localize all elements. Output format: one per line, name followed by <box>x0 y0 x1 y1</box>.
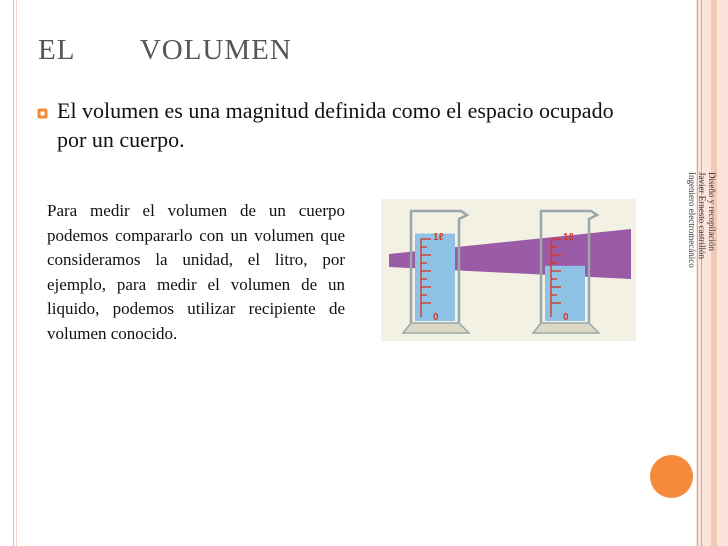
credits-line-3: Ingeniero electromecánico <box>687 172 697 268</box>
slide-title: EL VOLUMEN <box>38 34 292 66</box>
credits-line-1: Diseño y recopilación <box>707 172 717 251</box>
left-beaker-top-label: 1ℓ <box>433 232 444 243</box>
bullet-text: El volumen es una magnitud definida como el espacio ocupado por un cuerpo. <box>57 98 614 152</box>
left-beaker-bottom-label: 0 <box>433 312 439 323</box>
body-paragraph: Para medir el volumen de un cuerpo podemos compararlo con un volumen que consideramos la unidad, el litro, por ejemplo, para medir el volumen de un liquido, podemos utilizar recipiente de volumen conocido. <box>47 201 345 343</box>
left-border-rule <box>13 0 14 546</box>
right-beaker-top-label: 1ℓ <box>563 232 574 243</box>
right-beaker-bottom-label: 0 <box>563 312 569 323</box>
bullet-icon <box>36 107 49 120</box>
beakers-illustration <box>381 199 636 341</box>
credits-text <box>687 172 717 332</box>
credits-line-2: Javier Ernesto castrillón <box>697 172 707 259</box>
left-border-rule-inner <box>16 0 17 546</box>
decorative-orange-circle <box>650 455 693 498</box>
credits-box <box>687 172 717 332</box>
